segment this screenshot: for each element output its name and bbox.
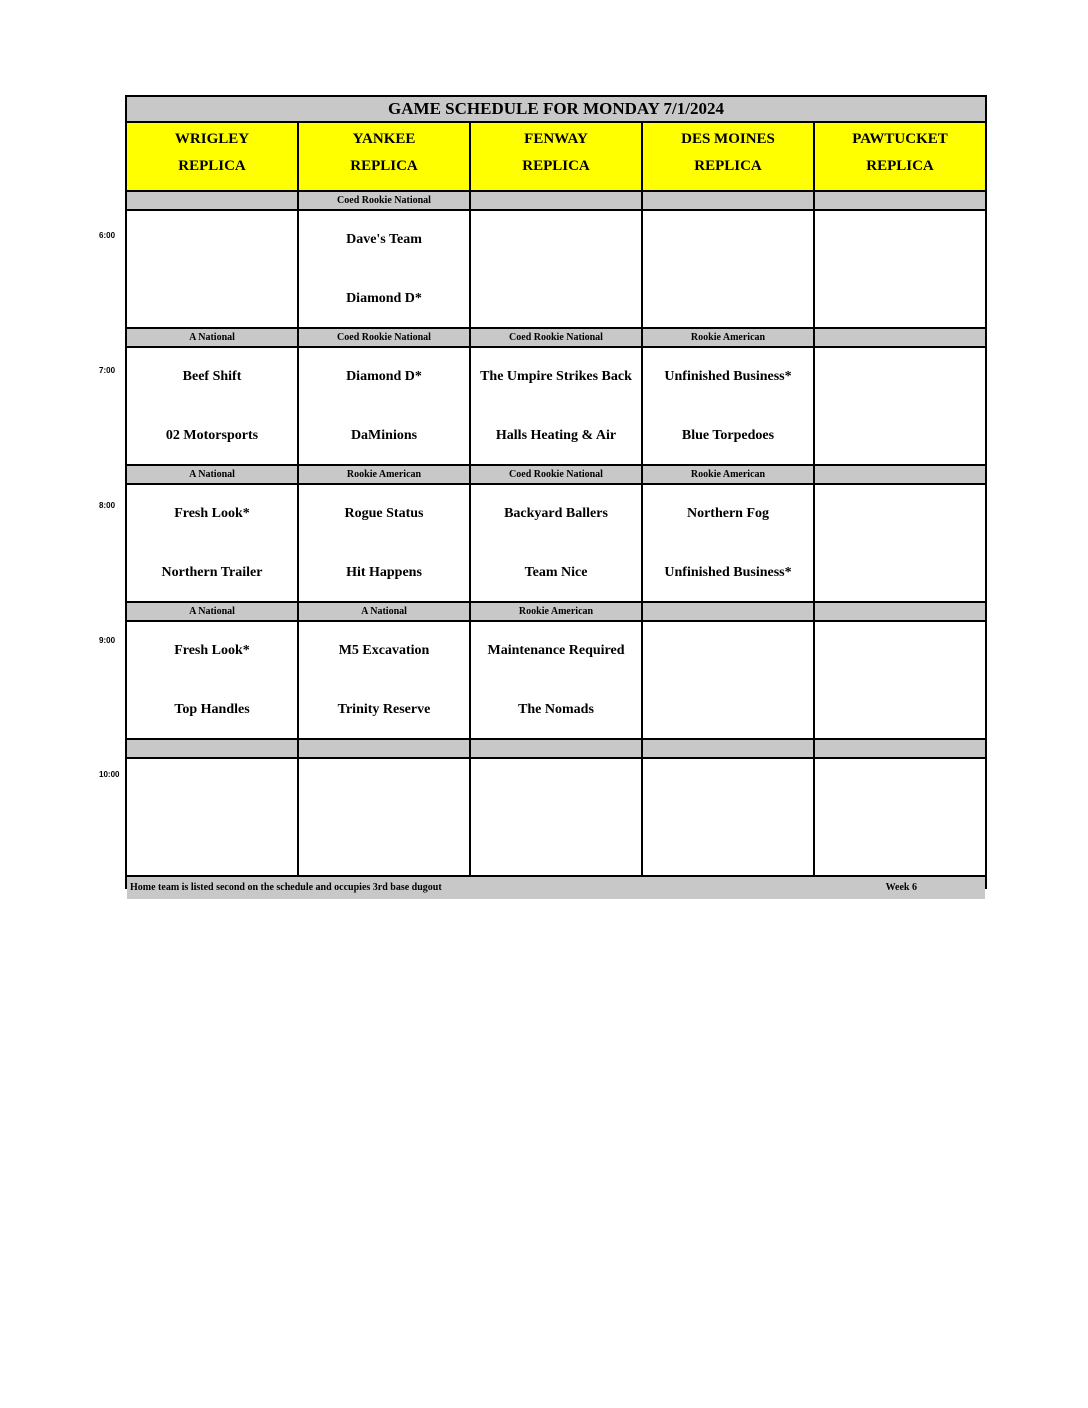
venue-pawtucket <box>815 123 985 190</box>
home-team <box>815 838 985 855</box>
game-cell <box>643 211 815 327</box>
game-cell <box>815 485 985 601</box>
home-team: DaMinions <box>350 428 418 443</box>
division-row-7pm <box>127 329 985 348</box>
venue-des-moines <box>643 123 815 190</box>
game-cell <box>299 485 471 601</box>
away-team <box>815 368 985 385</box>
game-cell <box>471 348 643 464</box>
game-row-7pm <box>127 348 985 466</box>
venue-wrigley <box>127 123 299 190</box>
away-team: Unfinished Business* <box>664 369 792 384</box>
home-team: Diamond D* <box>346 291 422 306</box>
venue-type: REPLICA <box>866 158 934 174</box>
away-team: Rogue Status <box>344 506 424 521</box>
division-row-9pm <box>127 603 985 622</box>
home-team: Halls Heating & Air <box>495 428 617 443</box>
venue-type: REPLICA <box>694 158 762 174</box>
away-team <box>127 231 297 248</box>
game-row-9pm <box>127 622 985 740</box>
away-team <box>471 779 641 796</box>
game-cell <box>471 759 643 875</box>
division-label: Coed Rookie National <box>299 192 471 209</box>
venue-type: REPLICA <box>350 158 418 174</box>
division-label <box>643 192 815 209</box>
away-team <box>471 231 641 248</box>
division-label <box>643 740 815 757</box>
home-team <box>643 701 813 718</box>
division-label <box>815 466 985 483</box>
game-cell <box>299 622 471 738</box>
game-cell <box>471 211 643 327</box>
division-row-8pm <box>127 466 985 485</box>
division-label: A National <box>127 603 299 620</box>
venue-type: REPLICA <box>522 158 590 174</box>
division-label: Rookie American <box>643 329 815 346</box>
game-cell <box>471 622 643 738</box>
home-team <box>299 838 469 855</box>
away-team: Beef Shift <box>182 369 242 384</box>
time-label: 8:00 <box>99 501 116 510</box>
division-label <box>815 603 985 620</box>
division-label: A National <box>299 603 471 620</box>
game-cell <box>643 348 815 464</box>
game-cell <box>299 211 471 327</box>
away-team <box>299 779 469 796</box>
game-cell <box>127 211 299 327</box>
division-label: Rookie American <box>299 466 471 483</box>
home-team: Team Nice <box>524 565 588 580</box>
time-label: 7:00 <box>99 366 116 375</box>
division-label: Coed Rookie National <box>471 466 643 483</box>
home-team <box>471 838 641 855</box>
game-cell <box>127 348 299 464</box>
home-team: Unfinished Business* <box>664 565 792 580</box>
away-team <box>643 779 813 796</box>
away-team: Backyard Ballers <box>504 506 608 521</box>
away-team: Dave's Team <box>346 232 422 247</box>
home-team-note: Home team is listed second on the schedule and occupies 3rd base dugout <box>130 882 442 893</box>
venue-yankee <box>299 123 471 190</box>
division-label <box>471 192 643 209</box>
division-label: Rookie American <box>471 603 643 620</box>
venue-fenway <box>471 123 643 190</box>
game-cell <box>815 348 985 464</box>
home-team <box>643 838 813 855</box>
home-team <box>127 838 297 855</box>
week-label: Week 6 <box>885 882 917 893</box>
game-cell <box>127 759 299 875</box>
schedule-title: GAME SCHEDULE FOR MONDAY 7/1/2024 <box>127 97 985 123</box>
division-label <box>471 740 643 757</box>
home-team: The Nomads <box>518 702 594 717</box>
division-label: Coed Rookie National <box>471 329 643 346</box>
away-team <box>643 642 813 659</box>
division-label: Rookie American <box>643 466 815 483</box>
division-label <box>127 740 299 757</box>
game-cell <box>815 622 985 738</box>
time-label: 6:00 <box>99 231 116 240</box>
home-team: Hit Happens <box>346 565 422 580</box>
division-label <box>643 603 815 620</box>
home-team: Blue Torpedoes <box>681 428 775 443</box>
time-label: 9:00 <box>99 636 116 645</box>
division-label: Coed Rookie National <box>299 329 471 346</box>
schedule-table <box>125 95 987 893</box>
home-team <box>815 290 985 307</box>
home-team: Trinity Reserve <box>337 702 431 717</box>
division-label: A National <box>127 329 299 346</box>
game-cell <box>643 485 815 601</box>
away-team <box>815 779 985 796</box>
away-team <box>815 505 985 522</box>
time-label: 10:00 <box>99 770 120 779</box>
home-team <box>815 564 985 581</box>
venue-name: DES MOINES <box>681 131 775 147</box>
game-row-10pm <box>127 759 985 877</box>
game-cell <box>815 211 985 327</box>
home-team <box>471 290 641 307</box>
division-row-10pm <box>127 740 985 759</box>
game-cell <box>299 348 471 464</box>
venue-name: WRIGLEY <box>174 131 250 147</box>
away-team: Maintenance Required <box>487 643 625 658</box>
home-team: Top Handles <box>174 702 250 717</box>
game-cell <box>127 622 299 738</box>
venue-name: FENWAY <box>524 131 588 147</box>
division-row-6pm <box>127 192 985 211</box>
venue-name: YANKEE <box>352 131 416 147</box>
division-label <box>299 740 471 757</box>
home-team <box>815 701 985 718</box>
away-team: M5 Excavation <box>338 643 430 658</box>
division-label <box>815 192 985 209</box>
division-label <box>815 329 985 346</box>
away-team <box>643 231 813 248</box>
home-team: Northern Trailer <box>161 565 263 580</box>
venue-type: REPLICA <box>178 158 246 174</box>
game-cell <box>299 759 471 875</box>
game-cell <box>815 759 985 875</box>
division-label <box>815 740 985 757</box>
schedule-footer <box>127 877 985 899</box>
home-team <box>815 427 985 444</box>
home-team <box>643 290 813 307</box>
away-team: The Umpire Strikes Back <box>480 369 632 384</box>
division-label: A National <box>127 466 299 483</box>
game-cell <box>643 759 815 875</box>
away-team <box>127 779 297 796</box>
away-team <box>815 231 985 248</box>
game-row-8pm <box>127 485 985 603</box>
home-team: 02 Motorsports <box>165 428 259 443</box>
game-cell <box>643 622 815 738</box>
away-team: Fresh Look* <box>174 643 250 658</box>
away-team: Diamond D* <box>346 369 422 384</box>
away-team: Fresh Look* <box>174 506 250 521</box>
home-team <box>127 290 297 307</box>
game-row-6pm <box>127 211 985 329</box>
venue-header-row <box>127 123 985 192</box>
away-team <box>815 642 985 659</box>
division-label <box>127 192 299 209</box>
venue-name: PAWTUCKET <box>852 131 948 147</box>
game-cell <box>127 485 299 601</box>
away-team: Northern Fog <box>686 506 770 521</box>
game-cell <box>471 485 643 601</box>
